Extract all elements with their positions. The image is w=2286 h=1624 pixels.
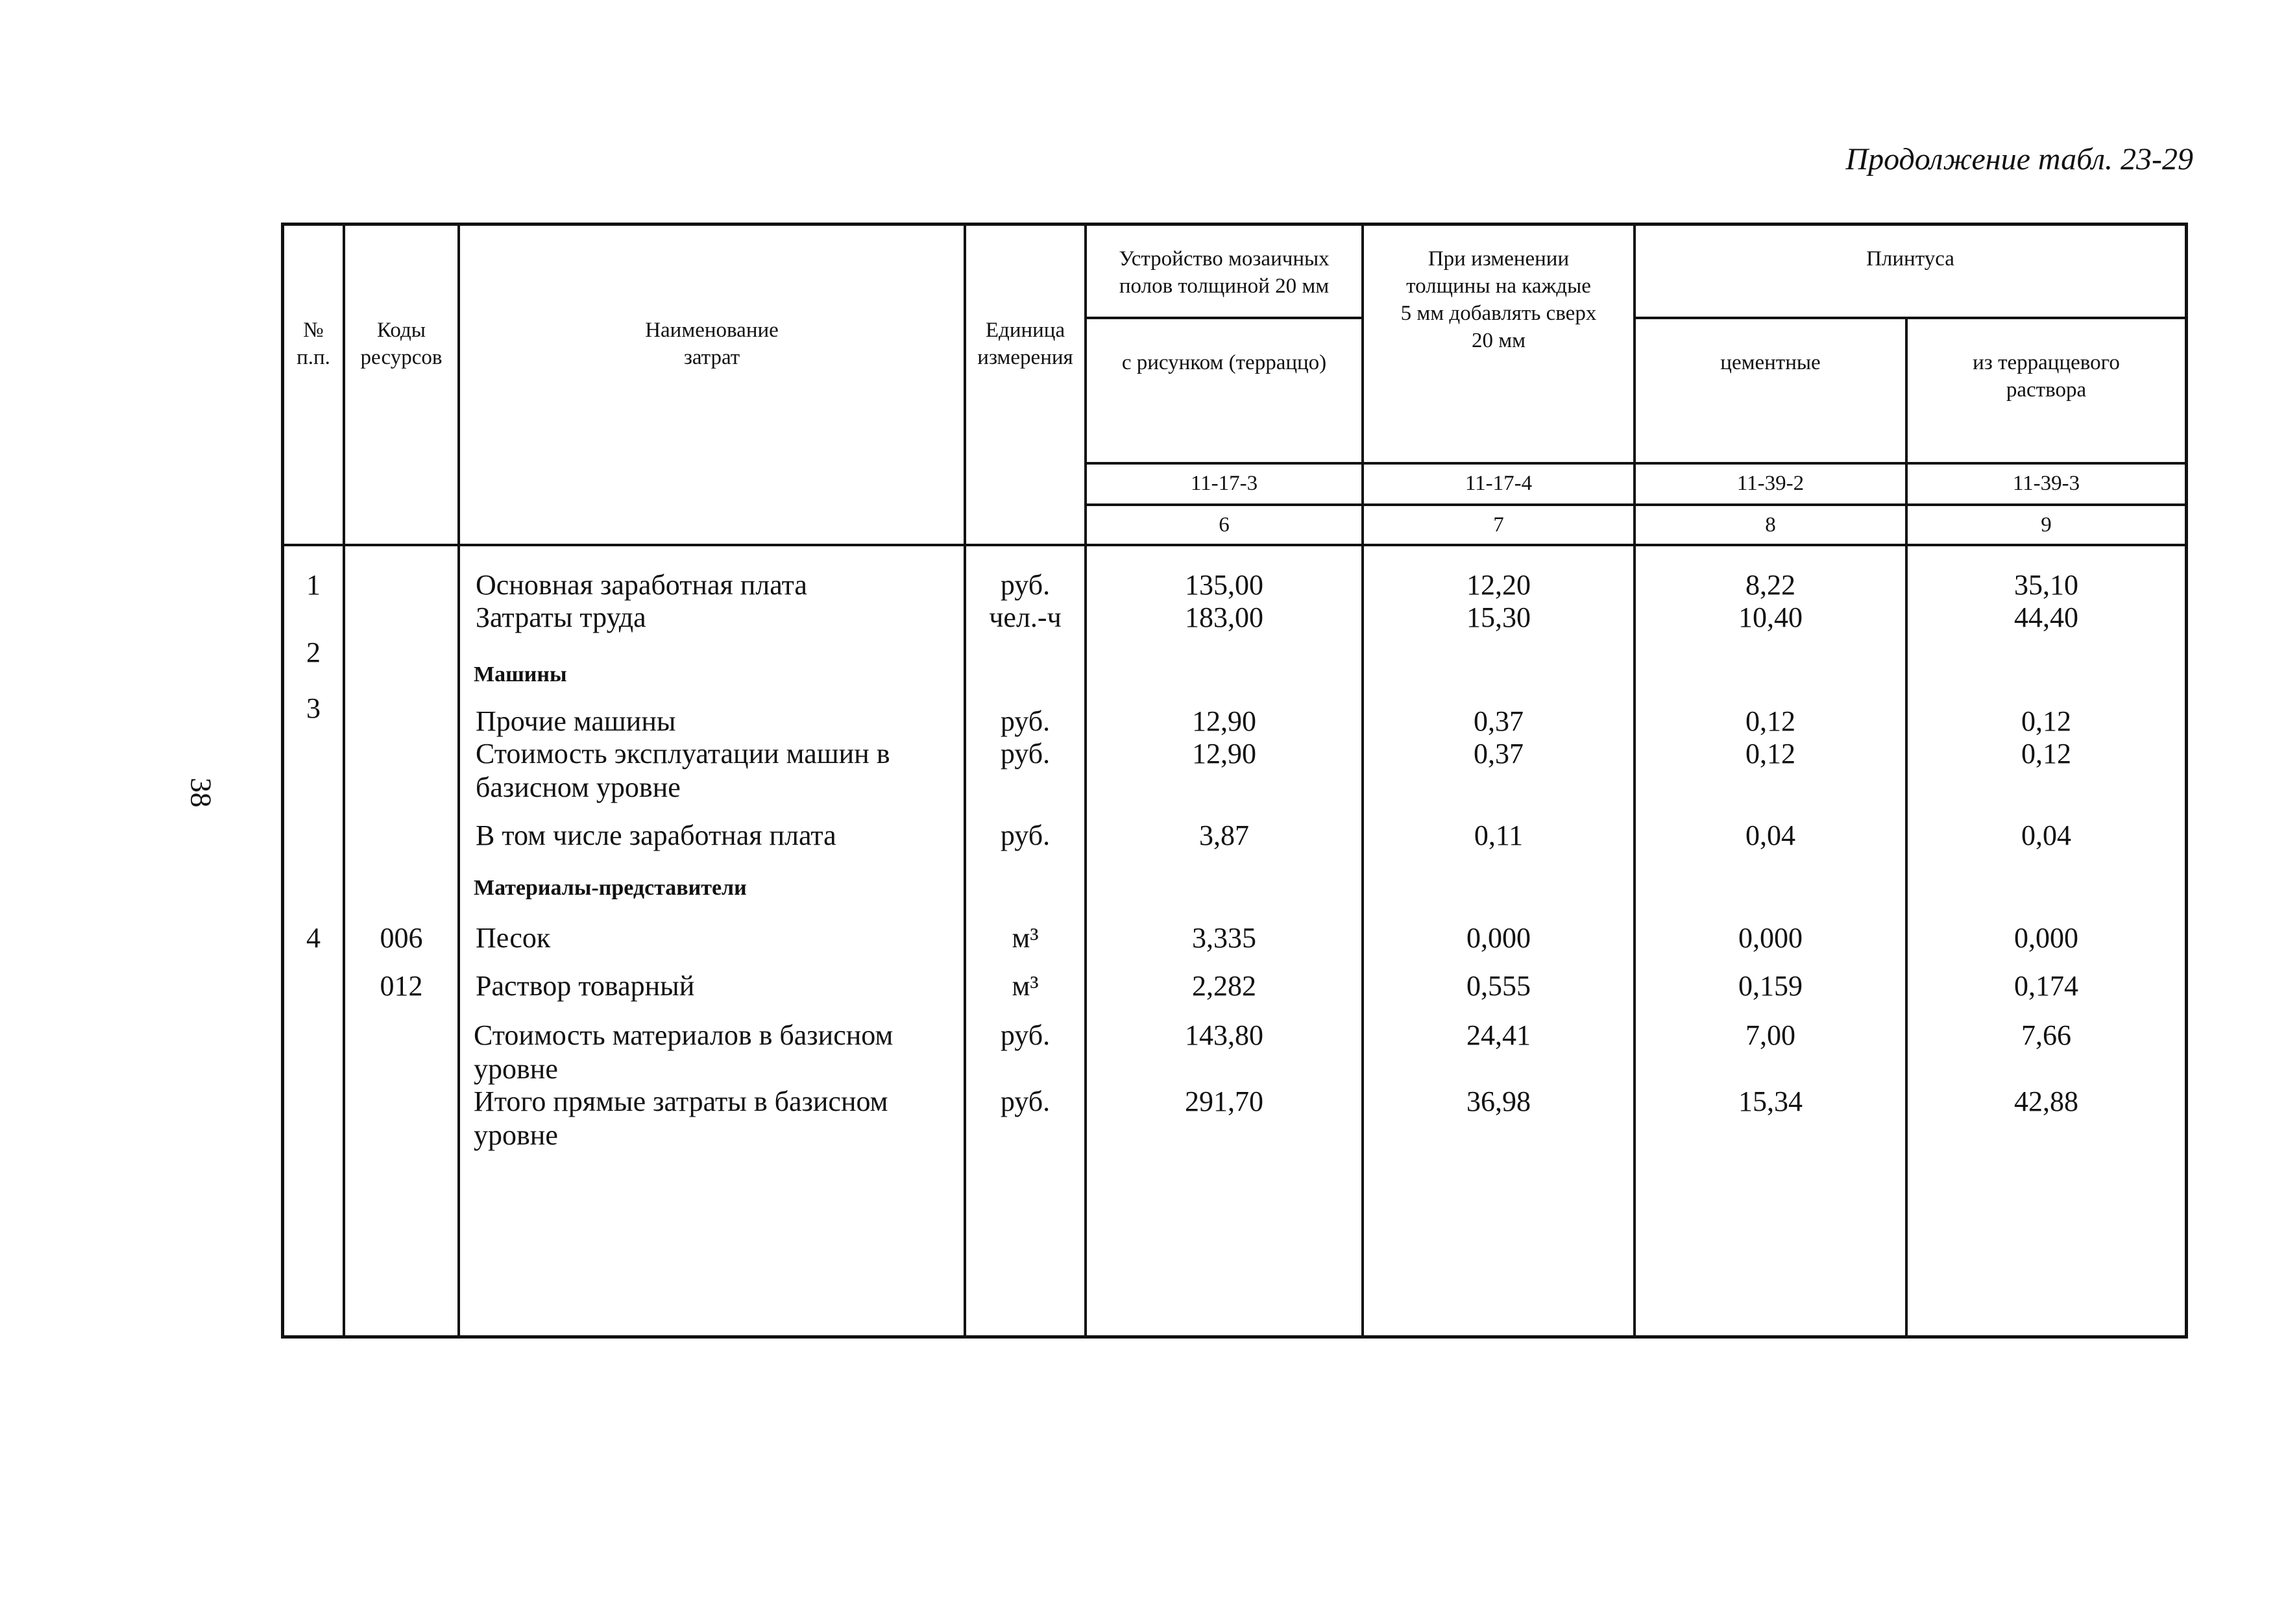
row-unit-cell: м³ (1012, 922, 1039, 954)
row-value-cell: 44,40 (2014, 601, 2078, 633)
page-number: 38 (184, 777, 218, 808)
row-value-cell: 0,555 (1466, 970, 1531, 1002)
row-value-cell: 2,282 (1192, 970, 1256, 1002)
row-name-cell: Прочие машины (476, 705, 676, 737)
row-value-cell: 3,87 (1199, 819, 1249, 851)
row-value-cell: 0,000 (1466, 922, 1531, 954)
row-value-cell: 7,00 (1745, 1019, 1795, 1051)
col-divider (1084, 226, 1087, 1335)
row-unit-cell: руб. (1000, 738, 1051, 770)
row-value-cell: 3,335 (1192, 922, 1256, 954)
row-unit-cell: чел.-ч (989, 601, 1062, 633)
row-unit-cell: руб. (1000, 819, 1051, 851)
header-plinth-cement: цементные (1720, 351, 1821, 374)
row-unit-cell: руб. (1000, 1019, 1051, 1051)
header-plinth-terrazzo: из терраццевого раствора (1973, 351, 2120, 402)
header-mosaic-sub: с рисунком (терраццо) (1121, 351, 1327, 374)
table-caption: Продолжение табл. 23-29 (1845, 142, 2193, 176)
row-unit-cell: руб. (1000, 1085, 1051, 1117)
row-value-cell: 0,37 (1474, 705, 1524, 737)
header-unit: Единица измерения (977, 319, 1073, 369)
row-value-cell: 291,70 (1185, 1085, 1263, 1117)
col-divider (1361, 226, 1364, 1335)
row-value-cell: 0,000 (1738, 922, 1803, 954)
row-value-cell: 42,88 (2014, 1085, 2078, 1117)
header-mosaic: Устройство мозаичных полов толщиной 20 мм (1119, 247, 1330, 298)
header-colnum-cell: 9 (2041, 513, 2052, 537)
row-name-cell: Затраты труда (476, 601, 646, 633)
row-name-cell: Раствор товарный (476, 970, 695, 1002)
row-divider (1084, 462, 2185, 465)
row-unit-cell: руб. (1000, 569, 1051, 601)
row-divider (1084, 317, 1361, 319)
col-divider (457, 226, 460, 1335)
row-value-cell: 0,12 (1745, 705, 1795, 737)
row-value-cell: 0,174 (2014, 970, 2078, 1002)
row-value-cell: 135,00 (1185, 569, 1263, 601)
col-divider (1633, 226, 1636, 1335)
section-heading: Машины (474, 662, 567, 686)
row-value-cell: 0,04 (2021, 819, 2071, 851)
row-value-cell: 0,000 (2014, 922, 2078, 954)
row-name-cell: В том числе заработная плата (476, 819, 836, 851)
row-name-cell: Стоимость материалов в базисном уровне (474, 1019, 894, 1085)
row-value-cell: 143,80 (1185, 1019, 1263, 1051)
header-colnum-cell: 8 (1765, 513, 1776, 537)
header-num: № п.п. (297, 319, 330, 369)
row-value-cell: 0,11 (1474, 819, 1524, 851)
estimate-table (281, 223, 2188, 1339)
header-name: Наименование затрат (645, 319, 779, 369)
row-value-cell: 7,66 (2021, 1019, 2071, 1051)
row-value-cell: 15,30 (1466, 601, 1531, 633)
row-unit-cell: м³ (1012, 970, 1039, 1002)
row-value-cell: 12,90 (1192, 738, 1256, 770)
row-value-cell: 0,12 (1745, 738, 1795, 770)
row-num-cell: 2 (306, 636, 321, 668)
row-value-cell: 183,00 (1185, 601, 1263, 633)
row-num-cell: 1 (306, 569, 321, 601)
row-num-cell: 3 (306, 692, 321, 724)
row-value-cell: 0,159 (1738, 970, 1803, 1002)
header-codes: Коды ресурсов (360, 319, 443, 369)
header-colnum-cell: 7 (1493, 513, 1504, 537)
row-value-cell: 0,12 (2021, 738, 2071, 770)
header-code-cell: 11-17-3 (1190, 472, 1258, 495)
header-plinth: Плинтуса (1866, 247, 1954, 271)
header-code-cell: 11-17-4 (1465, 472, 1533, 495)
row-num-cell: 4 (306, 922, 321, 954)
row-name-cell: Стоимость эксплуатации машин в базисном уровне (476, 738, 890, 803)
row-name-cell: Итого прямые затраты в базисном уровне (474, 1085, 888, 1151)
row-code-cell: 006 (380, 922, 423, 954)
col-divider (343, 226, 345, 1335)
row-divider (284, 544, 2185, 546)
row-name-cell: Основная заработная плата (476, 569, 807, 601)
row-code-cell: 012 (380, 970, 423, 1002)
row-name-cell: Песок (476, 922, 551, 954)
row-divider (1084, 503, 2185, 506)
row-value-cell: 0,04 (1745, 819, 1795, 851)
section-heading: Материалы-представители (474, 876, 747, 900)
row-value-cell: 12,90 (1192, 705, 1256, 737)
row-value-cell: 36,98 (1466, 1085, 1531, 1117)
row-value-cell: 24,41 (1466, 1019, 1531, 1051)
header-code-cell: 11-39-3 (2012, 472, 2080, 495)
col-divider (964, 226, 966, 1335)
row-divider (1633, 317, 2185, 319)
row-value-cell: 35,10 (2014, 569, 2078, 601)
row-value-cell: 0,12 (2021, 705, 2071, 737)
row-value-cell: 10,40 (1738, 601, 1803, 633)
row-value-cell: 8,22 (1745, 569, 1795, 601)
row-value-cell: 12,20 (1466, 569, 1531, 601)
header-colnum-cell: 6 (1219, 513, 1230, 537)
header-code-cell: 11-39-2 (1736, 472, 1805, 495)
row-value-cell: 15,34 (1738, 1085, 1803, 1117)
header-thickness-change: При изменении толщины на каждые 5 мм добавлять сверх 20 мм (1400, 247, 1597, 352)
row-value-cell: 0,37 (1474, 738, 1524, 770)
row-unit-cell: руб. (1000, 705, 1051, 737)
